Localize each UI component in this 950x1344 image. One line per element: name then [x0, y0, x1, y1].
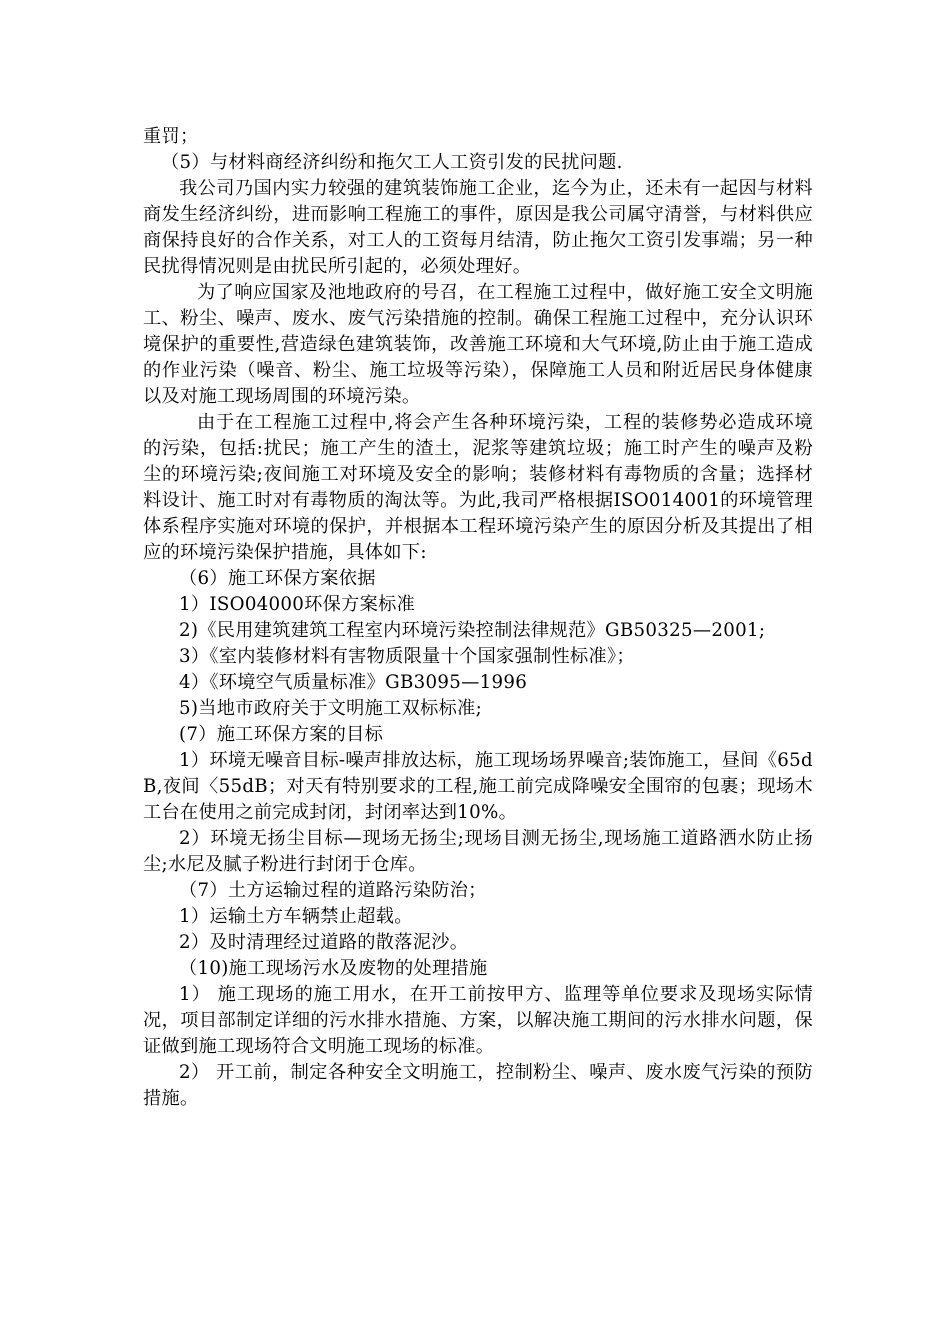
- list-item: 1）运输土方车辆禁止超载。: [179, 906, 413, 927]
- list-item: 4）《环境空气质量标准》GB3095—1996: [179, 672, 528, 693]
- list-item: 1） 施工现场的施工用水，在开工前按甲方、监理等单位要求及现场实际情况，项目部制定详细的污水排水措施、方案，以解决施工期间的污水排水问题，保证做到施工现场符合文明施工现场的标准。: [143, 984, 813, 1057]
- paragraph: （7）土方运输过程的道路污染防治；: [179, 880, 487, 901]
- paragraph: 重罚；: [143, 126, 199, 147]
- list-item: 5)当地市政府关于文明施工双标标准;: [179, 698, 483, 719]
- paragraph: （10)施工现场污水及废物的处理措施: [179, 958, 488, 979]
- paragraph: 为了响应国家及池地政府的号召，在工程施工过程中，做好施工安全文明施工、粉尘、噪声、废水、废气污染措施的控制。确保工程施工过程中，充分认识环境保护的重要性,营造绿色建筑装饰，改善施工环境和大气环境,防止由于施工造成的作业污染（噪音、粉尘、施工垃圾等污染），保障施工人员和附近居民身体健康以及对施工现场周围的环境污染。: [143, 282, 813, 407]
- paragraph: (7）施工环保方案的目标: [179, 724, 384, 745]
- paragraph: 我公司乃国内实力较强的建筑装饰施工企业，迄今为止，还未有一起因与材料商发生经济纠纷，进而影响工程施工的事件，原因是我公司属守清誉，与材料供应商保持良好的合作关系，对工人的工资每月结清，防止拖欠工资引发事端；另一种民扰得情况则是由扰民所引起的，必须处理好。: [143, 178, 813, 277]
- list-item: 3）《室内装修材料有害物质限量十个国家强制性标准》；: [179, 646, 635, 667]
- paragraph: 由于在工程施工过程中,将会产生各种环境污染，工程的装修势必造成环境的污染，包括:扰民；施工产生的渣土，泥浆等建筑垃圾；施工时产生的噪声及粉尘的环境污染;夜间施工对环境及安全的影响；装修材料有毒物质的含量；选择材料设计、施工时对有毒物质的淘汰等。为此,我司严格根据ISO014001的环境管理体系程序实施对环境的保护，并根据本工程环境污染产生的原因分析及其提出了相应的环境污染保护措施，具体如下:: [143, 412, 813, 563]
- list-item: 2）环境无扬尘目标—现场无扬尘;现场目测无扬尘,现场施工道路洒水防止扬尘;水尼及腻子粉进行封闭于仓库。: [143, 828, 813, 875]
- list-item: 2）及时清理经过道路的散落泥沙。: [179, 932, 469, 953]
- list-item: 1）ISO04000环保方案标准: [179, 594, 416, 615]
- document-body: [143, 124, 813, 1112]
- list-item: 2)《民用建筑建筑工程室内环境污染控制法律规范》GB50325—2001;: [179, 620, 766, 641]
- paragraph: （6）施工环保方案依据: [179, 568, 376, 589]
- list-item: 1）环境无噪音目标-噪声排放达标，施工现场场界噪音;装饰施工，昼间《65dB,夜间〈55dB；对天有特别要求的工程,施工前完成降噪安全围帘的包裹；现场木工台在使用之前完成封闭，封闭率达到10%。: [143, 750, 813, 823]
- paragraph: （5）与材料商经济纠纷和拖欠工人工资引发的民扰问题.: [161, 152, 623, 173]
- list-item: 2） 开工前，制定各种安全文明施工，控制粉尘、噪声、废水废气污染的预防措施。: [143, 1062, 813, 1109]
